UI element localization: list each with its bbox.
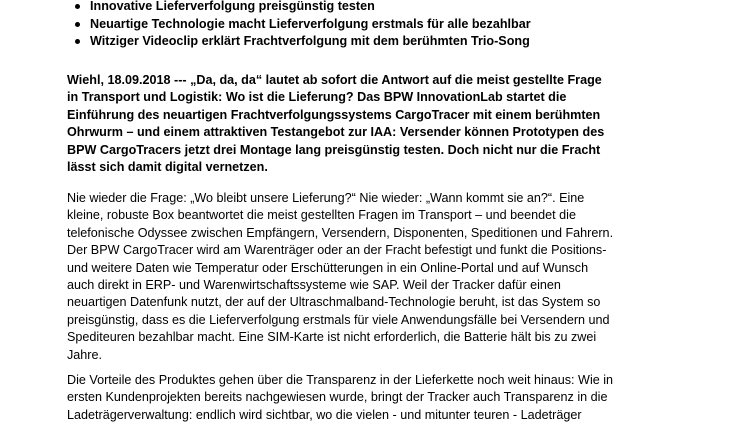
bullet-item: Witziger Videoclip erklärt Frachtverfolgung mit dem berühmten Trio-Song bbox=[90, 33, 531, 51]
body-paragraph-2: Die Vorteile des Produktes gehen über die Transparenz in der Lieferkette noch weit hinaus: Wie in ersten Kundenprojekten bereits nachgewiesen wurde, bringt der Tracker auch Transparenz in die Ladeträgerverwaltung: endlich wird sichtbar, wo die vielen - und mitunter teuren - Ladeträger bbox=[67, 373, 614, 422]
lead-paragraph: Wiehl, 18.09.2018 --- „Da, da, da“ lautet ab sofort die Antwort auf die meist gestellte Frage in Transport und Logistik: Wo ist die Lieferung? Das BPW InnovationLab startet die Einführung des neuartigen Frachtverfolgungssystems CargoTracer mit einem berühmten Ohrwurm – und einem attraktiven Testangebot zur IAA: Versender können Prototypen des BPW CargoTracers jetzt drei Montage lang preisgünstig testen. Doch nicht nur die Fracht lässt sich damit digital vernetzen. bbox=[67, 73, 605, 175]
highlight-bullet-list bbox=[90, 0, 531, 51]
bullet-dot-icon bbox=[75, 39, 80, 44]
bullet-dot-icon bbox=[75, 4, 80, 9]
bullet-item: Neuartige Technologie macht Lieferverfolgung erstmals für alle bezahlbar bbox=[90, 16, 531, 34]
bullet-item: Innovative Lieferverfolgung preisgünstig testen bbox=[90, 0, 531, 16]
body-paragraph-1: Nie wieder die Frage: „Wo bleibt unsere Lieferung?“ Nie wieder: „Wann kommt sie an?“. Eine kleine, robuste Box beantwortet die meist gestellten Fragen im Transport – und beendet die telefonische Odyssee zwischen Empfängern, Versendern, Disponenten, Speditionen und Fahrern. Der BPW CargoTracer wird am Warenträger oder an der Fracht befestigt und funkt die Positions- und weitere Daten wie Temperatur oder Erschütterungen in ein Online-Portal und auf Wunsch auch direkt in ERP- und Warenwirtschaftssysteme wie SAP. Weil der Tracker dafür einen neuartigen Datenfunk nutzt, der auf der Ultraschmalband-Technologie beruht, ist das System so preisgünstig, dass es die Lieferverfolgung erstmals für viele Anwendungsfälle bei Versendern und Spediteuren bezahlbar macht. Eine SIM-Karte ist nicht erforderlich, die Batterie hält bis zu zwei Jahre. bbox=[67, 191, 614, 362]
bullet-dot-icon bbox=[75, 22, 80, 27]
